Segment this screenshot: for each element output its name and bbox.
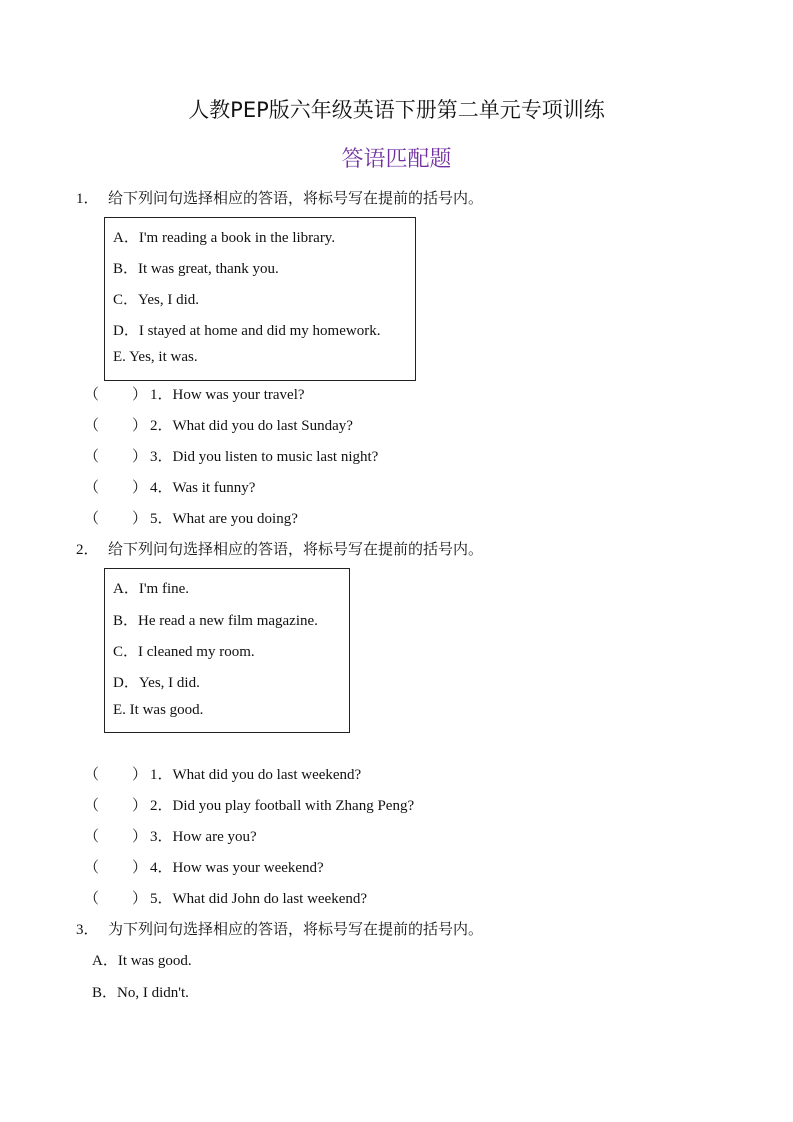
answer-blank-open[interactable]: （: [84, 418, 100, 434]
question-item: [84, 825, 257, 846]
question-item: [84, 887, 367, 908]
question-text: 1．How was your travel?: [150, 387, 305, 403]
answer-option: B．It was great, thank you.: [113, 261, 279, 277]
section-instruction: 给下列问句选择相应的答语，将标号写在提前的括号内。: [108, 542, 484, 558]
answer-options-box-2: [104, 568, 350, 733]
answer-blank-open[interactable]: （: [84, 387, 100, 403]
question-item: [84, 476, 255, 497]
answer-option: C．I cleaned my room.: [113, 644, 255, 660]
question-text: 4．Was it funny?: [150, 480, 256, 496]
answer-blank-open[interactable]: （: [84, 449, 100, 465]
question-text: 5．What are you doing?: [150, 511, 298, 527]
answer-blank-open[interactable]: （: [84, 829, 100, 845]
section-number: 1．: [76, 191, 99, 207]
answer-blank-close: ）: [132, 387, 148, 403]
section-instruction: 给下列问句选择相应的答语，将标号写在提前的括号内。: [108, 191, 484, 207]
section-number: 2．: [76, 542, 99, 558]
question-item: [84, 507, 298, 528]
answer-option: C．Yes, I did.: [113, 292, 199, 308]
question-text: 1．What did you do last weekend?: [150, 767, 362, 783]
answer-blank-close: ）: [132, 860, 148, 876]
answer-option: E. It was good.: [113, 702, 204, 718]
answer-blank-open[interactable]: （: [84, 767, 100, 783]
question-text: 5．What did John do last weekend?: [150, 891, 368, 907]
answer-blank-close: ）: [132, 891, 148, 907]
answer-option: A．I'm fine.: [113, 581, 190, 597]
answer-options-box-1: [104, 217, 416, 381]
answer-blank-close: ）: [132, 798, 148, 814]
question-text: 2．Did you play football with Zhang Peng?: [150, 798, 415, 814]
answer-blank-open[interactable]: （: [84, 511, 100, 527]
answer-blank-close: ）: [132, 511, 148, 527]
section-instruction: 为下列问句选择相应的答语，将标号写在提前的括号内。: [108, 922, 484, 938]
question-text: 3．How are you?: [150, 829, 257, 845]
question-text: 3．Did you listen to music last night?: [150, 449, 379, 465]
answer-blank-close: ）: [132, 480, 148, 496]
section-1-heading: [76, 187, 483, 208]
answer-blank-close: ）: [132, 767, 148, 783]
question-item: [84, 383, 305, 404]
answer-option: A．It was good.: [92, 953, 192, 969]
answer-blank-close: ）: [132, 418, 148, 434]
section-number: 3．: [76, 922, 99, 938]
answer-option: E. Yes, it was.: [113, 349, 198, 365]
answer-blank-close: ）: [132, 829, 148, 845]
answer-blank-open[interactable]: （: [84, 891, 100, 907]
question-item: [84, 763, 361, 784]
section-3-heading: [76, 918, 483, 939]
answer-option: B．He read a new film magazine.: [113, 613, 318, 629]
answer-blank-close: ）: [132, 449, 148, 465]
question-item: [84, 414, 353, 435]
answer-option: B．No, I didn't.: [92, 985, 189, 1001]
answer-option: D．Yes, I did.: [113, 675, 200, 691]
question-item: [84, 856, 324, 877]
answer-option: D．I stayed at home and did my homework.: [113, 323, 381, 339]
section-2-heading: [76, 538, 483, 559]
question-text: 2．What did you do last Sunday?: [150, 418, 353, 434]
question-item: [84, 445, 378, 466]
question-text: 4．How was your weekend?: [150, 860, 324, 876]
answer-blank-open[interactable]: （: [84, 860, 100, 876]
question-item: [84, 794, 414, 815]
page-title: 人教PEP版六年级英语下册第二单元专项训练: [188, 98, 605, 122]
answer-blank-open[interactable]: （: [84, 480, 100, 496]
answer-blank-open[interactable]: （: [84, 798, 100, 814]
page-subtitle: 答语匹配题: [341, 147, 452, 172]
answer-option: A．I'm reading a book in the library.: [113, 230, 336, 246]
